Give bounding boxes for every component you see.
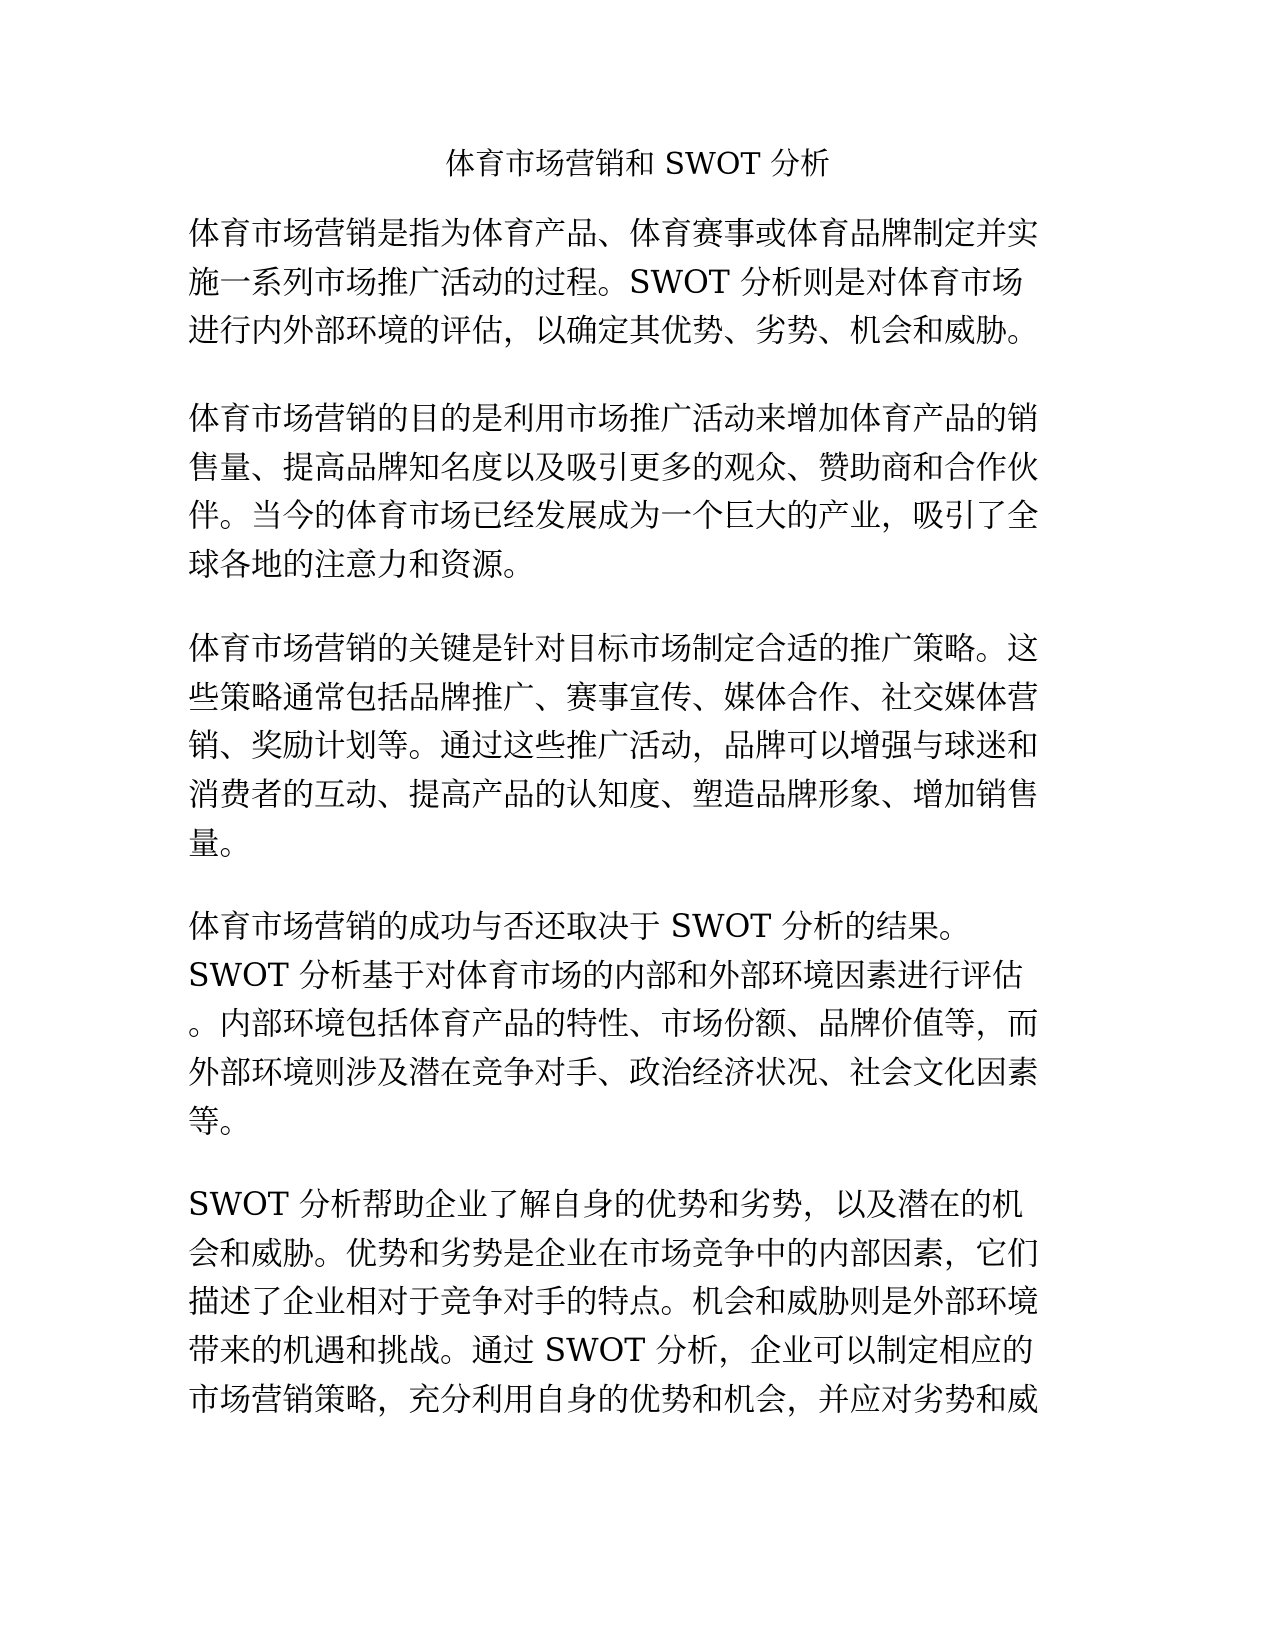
paragraph-line: 售量、提高品牌知名度以及吸引更多的观众、赞助商和合作伙	[188, 449, 1039, 486]
paragraph-line: 外部环境则涉及潜在竞争对手、政治经济状况、社会文化因素	[188, 1055, 1039, 1092]
paragraph-line: 伴。当今的体育市场已经发展成为一个巨大的产业，吸引了全	[188, 498, 1039, 535]
paragraph-3	[188, 625, 1088, 868]
paragraph-line: 体育市场营销的目的是利用市场推广活动来增加体育产品的销	[188, 401, 1039, 437]
paragraph-line: 些策略通常包括品牌推广、赛事宣传、媒体合作、社交媒体营	[188, 679, 1039, 716]
paragraph-line: 销、奖励计划等。通过这些推广活动，品牌可以增强与球迷和	[188, 728, 1039, 765]
paragraph-line: 体育市场营销的成功与否还取决于 SWOT 分析的结果。	[188, 909, 971, 945]
paragraph-4	[188, 903, 1088, 1146]
paragraph-line: 市场营销策略，充分利用自身的优势和机会，并应对劣势和威	[188, 1381, 1039, 1418]
paragraph-line: 会和威胁。优势和劣势是企业在市场竞争中的内部因素，它们	[188, 1235, 1039, 1272]
paragraph-2	[188, 395, 1088, 590]
paragraph-line: 消费者的互动、提高产品的认知度、塑造品牌形象、增加销售	[188, 777, 1039, 814]
paragraph-line: 体育市场营销的关键是针对目标市场制定合适的推广策略。这	[188, 631, 1039, 667]
paragraph-line: 进行内外部环境的评估，以确定其优势、劣势、机会和威胁。	[188, 313, 1039, 350]
paragraph-line: 等。	[188, 1103, 252, 1140]
paragraph-1	[188, 210, 1088, 356]
paragraph-line: 施一系列市场推广活动的过程。SWOT 分析则是对体育市场	[188, 264, 1024, 301]
paragraph-line: 。内部环境包括体育产品的特性、市场份额、品牌价值等，而	[188, 1006, 1039, 1043]
document-title: 体育市场营销和 SWOT 分析	[444, 147, 831, 182]
paragraph-line: SWOT 分析帮助企业了解自身的优势和劣势，以及潜在的机	[188, 1187, 1024, 1223]
paragraph-5	[188, 1181, 1088, 1424]
paragraph-line: 球各地的注意力和资源。	[188, 547, 535, 584]
paragraph-line: 体育市场营销是指为体育产品、体育赛事或体育品牌制定并实	[188, 216, 1039, 252]
paragraph-line: 量。	[188, 825, 252, 862]
paragraph-line: 带来的机遇和挑战。通过 SWOT 分析，企业可以制定相应的	[188, 1333, 1034, 1370]
paragraph-line: 描述了企业相对于竞争对手的特点。机会和威胁则是外部环境	[188, 1284, 1039, 1321]
paragraph-line: SWOT 分析基于对体育市场的内部和外部环境因素进行评估	[188, 957, 1024, 994]
